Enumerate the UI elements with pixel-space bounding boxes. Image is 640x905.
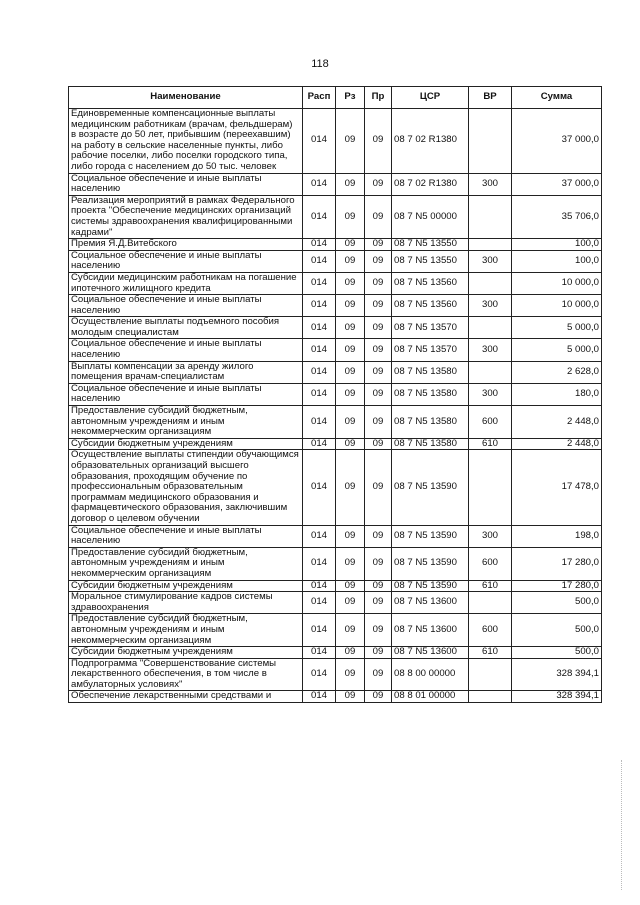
cell-csr: 08 7 N5 13590 bbox=[392, 450, 469, 525]
column-header-csr: ЦСР bbox=[392, 87, 469, 109]
cell-sum: 198,0 bbox=[512, 525, 602, 547]
cell-vr bbox=[469, 658, 512, 691]
cell-rz: 09 bbox=[336, 339, 365, 361]
cell-pr: 09 bbox=[365, 547, 392, 580]
cell-name: Предоставление субсидий бюджетным, автономным учреждениям и иным некоммерческим организациям bbox=[69, 614, 303, 647]
cell-vr bbox=[469, 109, 512, 174]
cell-sum: 5 000,0 bbox=[512, 339, 602, 361]
cell-rz: 09 bbox=[336, 438, 365, 450]
cell-rz: 09 bbox=[336, 691, 365, 703]
cell-rz: 09 bbox=[336, 614, 365, 647]
cell-sum: 37 000,0 bbox=[512, 109, 602, 174]
cell-sum: 5 000,0 bbox=[512, 317, 602, 339]
cell-csr: 08 7 N5 13580 bbox=[392, 383, 469, 405]
cell-name: Субсидии бюджетным учреждениям bbox=[69, 438, 303, 450]
cell-sum: 180,0 bbox=[512, 383, 602, 405]
cell-sum: 500,0 bbox=[512, 647, 602, 659]
cell-vr bbox=[469, 239, 512, 251]
cell-pr: 09 bbox=[365, 109, 392, 174]
cell-pr: 09 bbox=[365, 250, 392, 272]
cell-rz: 09 bbox=[336, 109, 365, 174]
cell-vr bbox=[469, 272, 512, 294]
cell-sum: 328 394,1 bbox=[512, 658, 602, 691]
cell-rz: 09 bbox=[336, 173, 365, 195]
cell-pr: 09 bbox=[365, 580, 392, 592]
cell-vr bbox=[469, 317, 512, 339]
cell-sum: 17 280,0 bbox=[512, 547, 602, 580]
cell-pr: 09 bbox=[365, 658, 392, 691]
table-row bbox=[69, 109, 602, 174]
cell-csr: 08 7 N5 13580 bbox=[392, 361, 469, 383]
cell-csr: 08 8 00 00000 bbox=[392, 658, 469, 691]
cell-rasp: 014 bbox=[303, 406, 336, 439]
cell-pr: 09 bbox=[365, 239, 392, 251]
cell-vr: 300 bbox=[469, 525, 512, 547]
cell-pr: 09 bbox=[365, 691, 392, 703]
cell-csr: 08 7 N5 13560 bbox=[392, 295, 469, 317]
column-header-name: Наименование bbox=[69, 87, 303, 109]
cell-name: Социальное обеспечение и иные выплаты населению bbox=[69, 250, 303, 272]
cell-name: Предоставление субсидий бюджетным, автономным учреждениям и иным некоммерческим организациям bbox=[69, 406, 303, 439]
cell-rasp: 014 bbox=[303, 647, 336, 659]
cell-csr: 08 7 N5 13550 bbox=[392, 239, 469, 251]
cell-rz: 09 bbox=[336, 295, 365, 317]
cell-vr: 300 bbox=[469, 250, 512, 272]
cell-vr bbox=[469, 592, 512, 614]
cell-pr: 09 bbox=[365, 450, 392, 525]
table-row bbox=[69, 580, 602, 592]
cell-pr: 09 bbox=[365, 317, 392, 339]
cell-pr: 09 bbox=[365, 525, 392, 547]
cell-vr: 300 bbox=[469, 173, 512, 195]
cell-rz: 09 bbox=[336, 580, 365, 592]
cell-name: Моральное стимулирование кадров системы здравоохранения bbox=[69, 592, 303, 614]
cell-name: Осуществление выплаты подъемного пособия молодым специалистам bbox=[69, 317, 303, 339]
table-row bbox=[69, 450, 602, 525]
table-row bbox=[69, 250, 602, 272]
cell-vr: 610 bbox=[469, 580, 512, 592]
cell-rz: 09 bbox=[336, 195, 365, 238]
cell-rasp: 014 bbox=[303, 272, 336, 294]
cell-csr: 08 7 N5 13570 bbox=[392, 317, 469, 339]
cell-rz: 09 bbox=[336, 317, 365, 339]
cell-vr bbox=[469, 691, 512, 703]
column-header-rasp: Расп bbox=[303, 87, 336, 109]
cell-rz: 09 bbox=[336, 547, 365, 580]
cell-sum: 2 448,0 bbox=[512, 406, 602, 439]
column-header-sum: Сумма bbox=[512, 87, 602, 109]
cell-rz: 09 bbox=[336, 272, 365, 294]
table-row bbox=[69, 317, 602, 339]
table-row bbox=[69, 614, 602, 647]
cell-rasp: 014 bbox=[303, 450, 336, 525]
cell-name: Социальное обеспечение и иные выплаты населению bbox=[69, 383, 303, 405]
table-row bbox=[69, 239, 602, 251]
cell-vr bbox=[469, 450, 512, 525]
cell-sum: 35 706,0 bbox=[512, 195, 602, 238]
cell-name: Обеспечение лекарственными средствами и bbox=[69, 691, 303, 703]
margin-mark bbox=[621, 760, 626, 890]
cell-rasp: 014 bbox=[303, 580, 336, 592]
cell-name: Субсидии бюджетным учреждениям bbox=[69, 647, 303, 659]
cell-rz: 09 bbox=[336, 361, 365, 383]
cell-sum: 17 280,0 bbox=[512, 580, 602, 592]
cell-sum: 17 478,0 bbox=[512, 450, 602, 525]
cell-vr: 600 bbox=[469, 614, 512, 647]
cell-pr: 09 bbox=[365, 383, 392, 405]
cell-rasp: 014 bbox=[303, 361, 336, 383]
cell-vr: 600 bbox=[469, 547, 512, 580]
cell-rasp: 014 bbox=[303, 691, 336, 703]
cell-pr: 09 bbox=[365, 295, 392, 317]
cell-sum: 500,0 bbox=[512, 614, 602, 647]
cell-rasp: 014 bbox=[303, 250, 336, 272]
cell-rz: 09 bbox=[336, 250, 365, 272]
cell-vr: 610 bbox=[469, 647, 512, 659]
cell-csr: 08 7 N5 13590 bbox=[392, 547, 469, 580]
cell-vr: 300 bbox=[469, 339, 512, 361]
column-header-vr: ВР bbox=[469, 87, 512, 109]
cell-pr: 09 bbox=[365, 406, 392, 439]
cell-rz: 09 bbox=[336, 239, 365, 251]
cell-csr: 08 7 02 R1380 bbox=[392, 173, 469, 195]
cell-sum: 10 000,0 bbox=[512, 272, 602, 294]
cell-csr: 08 7 N5 13560 bbox=[392, 272, 469, 294]
cell-pr: 09 bbox=[365, 361, 392, 383]
cell-rasp: 014 bbox=[303, 239, 336, 251]
cell-vr bbox=[469, 361, 512, 383]
table-body bbox=[69, 109, 602, 703]
cell-rasp: 014 bbox=[303, 592, 336, 614]
table-row bbox=[69, 592, 602, 614]
table-row bbox=[69, 361, 602, 383]
table-row bbox=[69, 525, 602, 547]
cell-rz: 09 bbox=[336, 383, 365, 405]
cell-sum: 328 394,1 bbox=[512, 691, 602, 703]
cell-rasp: 014 bbox=[303, 109, 336, 174]
cell-sum: 500,0 bbox=[512, 592, 602, 614]
cell-vr: 300 bbox=[469, 383, 512, 405]
cell-csr: 08 7 N5 13600 bbox=[392, 592, 469, 614]
cell-sum: 2 628,0 bbox=[512, 361, 602, 383]
cell-rasp: 014 bbox=[303, 383, 336, 405]
cell-name: Единовременные компенсационные выплаты медицинским работникам (врачам, фельдшерам) в возрасте до 50 лет, прибывшим (переехавшим) на работу в сельские населенные пункты, либо рабочие поселки, либо поселки городского типа, либо города с населением до 50 тыс. человек bbox=[69, 109, 303, 174]
cell-name: Социальное обеспечение и иные выплаты населению bbox=[69, 295, 303, 317]
table-row bbox=[69, 195, 602, 238]
table-row bbox=[69, 173, 602, 195]
cell-vr: 610 bbox=[469, 438, 512, 450]
cell-pr: 09 bbox=[365, 195, 392, 238]
cell-name: Субсидии бюджетным учреждениям bbox=[69, 580, 303, 592]
table-row bbox=[69, 406, 602, 439]
cell-pr: 09 bbox=[365, 339, 392, 361]
cell-name: Социальное обеспечение и иные выплаты населению bbox=[69, 525, 303, 547]
cell-rasp: 014 bbox=[303, 658, 336, 691]
cell-rz: 09 bbox=[336, 647, 365, 659]
cell-name: Выплаты компенсации за аренду жилого помещения врачам-специалистам bbox=[69, 361, 303, 383]
cell-sum: 100,0 bbox=[512, 250, 602, 272]
cell-csr: 08 7 N5 13580 bbox=[392, 406, 469, 439]
cell-vr bbox=[469, 195, 512, 238]
cell-pr: 09 bbox=[365, 438, 392, 450]
cell-sum: 2 448,0 bbox=[512, 438, 602, 450]
cell-rasp: 014 bbox=[303, 339, 336, 361]
cell-csr: 08 7 N5 13600 bbox=[392, 647, 469, 659]
cell-rasp: 014 bbox=[303, 317, 336, 339]
cell-csr: 08 7 N5 13570 bbox=[392, 339, 469, 361]
table-row bbox=[69, 339, 602, 361]
cell-pr: 09 bbox=[365, 592, 392, 614]
cell-name: Подпрограмма "Совершенствование системы лекарственного обеспечения, в том числе в амбулаторных условиях" bbox=[69, 658, 303, 691]
cell-rz: 09 bbox=[336, 525, 365, 547]
cell-rasp: 014 bbox=[303, 547, 336, 580]
cell-csr: 08 7 N5 13590 bbox=[392, 525, 469, 547]
cell-name: Социальное обеспечение и иные выплаты населению bbox=[69, 173, 303, 195]
cell-sum: 10 000,0 bbox=[512, 295, 602, 317]
cell-rz: 09 bbox=[336, 592, 365, 614]
cell-name: Премия Я.Д.Витебского bbox=[69, 239, 303, 251]
column-header-rz: Рз bbox=[336, 87, 365, 109]
cell-rz: 09 bbox=[336, 450, 365, 525]
table-row bbox=[69, 647, 602, 659]
cell-pr: 09 bbox=[365, 614, 392, 647]
cell-name: Субсидии медицинским работникам на погашение ипотечного жилищного кредита bbox=[69, 272, 303, 294]
cell-csr: 08 7 N5 13580 bbox=[392, 438, 469, 450]
cell-vr: 300 bbox=[469, 295, 512, 317]
table-row bbox=[69, 547, 602, 580]
table-row bbox=[69, 295, 602, 317]
cell-rz: 09 bbox=[336, 658, 365, 691]
table-row bbox=[69, 438, 602, 450]
table-row bbox=[69, 691, 602, 703]
cell-name: Социальное обеспечение и иные выплаты населению bbox=[69, 339, 303, 361]
cell-rasp: 014 bbox=[303, 525, 336, 547]
cell-csr: 08 7 N5 13600 bbox=[392, 614, 469, 647]
table-row bbox=[69, 272, 602, 294]
cell-sum: 37 000,0 bbox=[512, 173, 602, 195]
budget-table bbox=[68, 86, 602, 703]
cell-csr: 08 7 N5 00000 bbox=[392, 195, 469, 238]
column-header-pr: Пр bbox=[365, 87, 392, 109]
cell-sum: 100,0 bbox=[512, 239, 602, 251]
cell-rasp: 014 bbox=[303, 614, 336, 647]
cell-name: Реализация мероприятий в рамках Федерального проекта "Обеспечение медицинских организаций системы здравоохранения квалифицированными кадрами" bbox=[69, 195, 303, 238]
cell-rasp: 014 bbox=[303, 195, 336, 238]
cell-rasp: 014 bbox=[303, 438, 336, 450]
cell-pr: 09 bbox=[365, 173, 392, 195]
cell-csr: 08 7 N5 13550 bbox=[392, 250, 469, 272]
cell-rz: 09 bbox=[336, 406, 365, 439]
cell-pr: 09 bbox=[365, 647, 392, 659]
cell-csr: 08 8 01 00000 bbox=[392, 691, 469, 703]
cell-rasp: 014 bbox=[303, 295, 336, 317]
table-row bbox=[69, 383, 602, 405]
cell-csr: 08 7 02 R1380 bbox=[392, 109, 469, 174]
page-number: 118 bbox=[311, 58, 329, 70]
cell-pr: 09 bbox=[365, 272, 392, 294]
table-row bbox=[69, 658, 602, 691]
cell-name: Предоставление субсидий бюджетным, автономным учреждениям и иным некоммерческим организациям bbox=[69, 547, 303, 580]
cell-csr: 08 7 N5 13590 bbox=[392, 580, 469, 592]
cell-vr: 600 bbox=[469, 406, 512, 439]
table-header-row bbox=[69, 87, 602, 109]
cell-name: Осуществление выплаты стипендии обучающимся образовательных организаций высшего образования, проходящим обучение по профессиональным образовательным программам медицинского образования и фармацевтического образования, заключившим договор о целевом обучении bbox=[69, 450, 303, 525]
cell-rasp: 014 bbox=[303, 173, 336, 195]
